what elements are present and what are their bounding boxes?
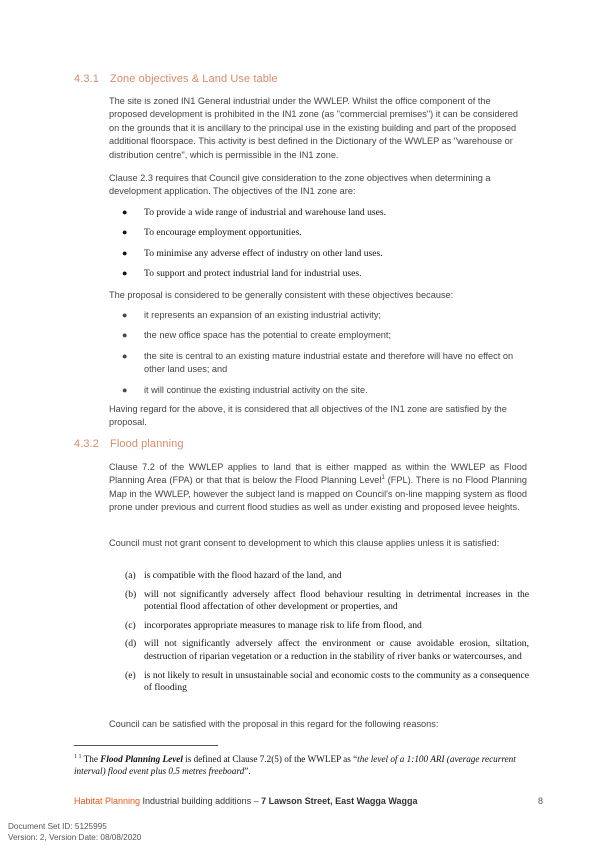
footnote-term: Flood Planning Level [100, 754, 183, 765]
list-item: (c) incorporates appropriate measures to manage risk to life from flood, and [125, 619, 422, 631]
list-item: ● To encourage employment opportunities. [122, 227, 302, 239]
bullet-icon: ● [122, 227, 128, 238]
project-address: 7 Lawson Street, East Wagga Wagga [261, 796, 418, 806]
project-name: Industrial building additions – [140, 796, 262, 806]
list-item: ● it will continue the existing industrial activity on the site. [109, 384, 527, 397]
reasons-list [109, 309, 527, 397]
bullet-icon: ● [122, 207, 128, 217]
footnote-reference[interactable]: 1 [381, 475, 385, 482]
list-item: (a) is compatible with the flood hazard of the land, and [125, 570, 342, 581]
bullet-icon: ● [122, 350, 128, 361]
paragraph-consent: Council must not grant consent to development to which this clause applies unless it is satisfied: [109, 538, 500, 548]
list-item: (b) will not significantly adversely affect flood behaviour resulting in detrimental increases in the potential flood affectation of other development or properties, and [125, 588, 529, 613]
document-set-id: Document Set ID: 5125995 [8, 822, 107, 831]
footnote-quote: the level of a 1:100 ARI (average recurrent interval) flood event plus 0.5 metres freeboard [74, 754, 516, 777]
paragraph-zoning: The site is zoned IN1 General industrial under the WWLEP. Whilst the office component of the proposed development is prohibited in the IN1 zone (as "commercial premises") it can be considered on the grounds that it is ancillary to the principal use in the existing building and part of the proposed additional floorspace. This activity is best defined in the Dictionary of the WWLEP as "warehouse or distribution centre", which is permissible in the IN1 zone. [109, 96, 518, 160]
bullet-icon: ● [122, 268, 128, 279]
paragraph-consistency: The proposal is considered to be generally consistent with these objectives because: [109, 290, 454, 300]
version-info: Version: 2, Version Date: 08/08/2020 [8, 832, 142, 842]
list-item: ● it represents an expansion of an existing industrial activity; [109, 309, 527, 322]
paragraph-clause-7-2: Clause 7.2 of the WWLEP applies to land that is either mapped as within the WWLEP as Flood Planning Area (FPA) or that that is below the Flood Planning Level$^1$ (FPL). There is no Flood Planning Map in the WWLEP, however the subject land is mapped on Council's on-line mapping system as flood prone under previous and current flood studies as well as under existing and proposed levee heights. [109, 462, 527, 513]
paragraph-clause-2-3: Clause 2.3 requires that Council give consideration to the zone objectives when determining a development application. The objectives of the IN1 zone are: [109, 173, 491, 197]
section-heading-flood-planning [74, 438, 184, 450]
section-number: 4.3.2 [74, 438, 99, 450]
page-number: 8 [538, 796, 544, 806]
section-heading-zone-objectives [74, 73, 278, 85]
bullet-icon: ● [122, 384, 128, 395]
list-item: ● To minimise any adverse effect of industry on other land uses. [122, 247, 383, 259]
section-title: Zone objectives & Land Use table [110, 73, 278, 85]
paragraph-reasons-intro: Council can be satisfied with the proposal in this regard for the following reasons: [109, 719, 439, 729]
brand-name: Habitat Planning [74, 796, 141, 806]
conditions-list [109, 570, 529, 695]
footnote-marker: 1 1 [74, 754, 82, 760]
section-number: 4.3.1 [74, 73, 99, 85]
list-item: (e) is not likely to result in unsustainable social and economic costs to the community as a consequence of flooding [125, 669, 529, 694]
document-set-info [8, 822, 141, 844]
list-item: ● To support and protect industrial land for industrial uses. [122, 268, 362, 280]
bullet-icon: ● [122, 330, 128, 341]
paragraph-conclusion: Having regard for the above, it is considered that all objectives of the IN1 zone are satisfied by the proposal. [109, 404, 507, 428]
footnote: $^{1 1}$ The Flood Planning Level is defined at Clause 7.2(5) of the WWLEP as “the level of a 1:100 ARI (average recurrent interval) flood event plus 0.5 metres freeboard”. [74, 754, 516, 777]
list-item: (d) will not significantly adversely affect the environment or cause avoidable erosion, siltation, destruction of riparian vegetation or a reduction in the stability of river banks or watercourses, and [125, 638, 529, 662]
bullet-icon: ● [122, 247, 128, 258]
bullet-icon: ● [122, 310, 128, 320]
objectives-list [109, 206, 527, 281]
footnote-separator [74, 745, 218, 746]
list-item: ● To provide a wide range of industrial and warehouse land uses. [122, 207, 387, 218]
list-item: ● the site is central to an existing mature industrial estate and therefore will have no effect on other land uses; and [122, 350, 514, 375]
section-title: Flood planning [110, 438, 184, 450]
list-item: ● the new office space has the potential to create employment; [109, 329, 527, 342]
page-footer [74, 796, 418, 806]
